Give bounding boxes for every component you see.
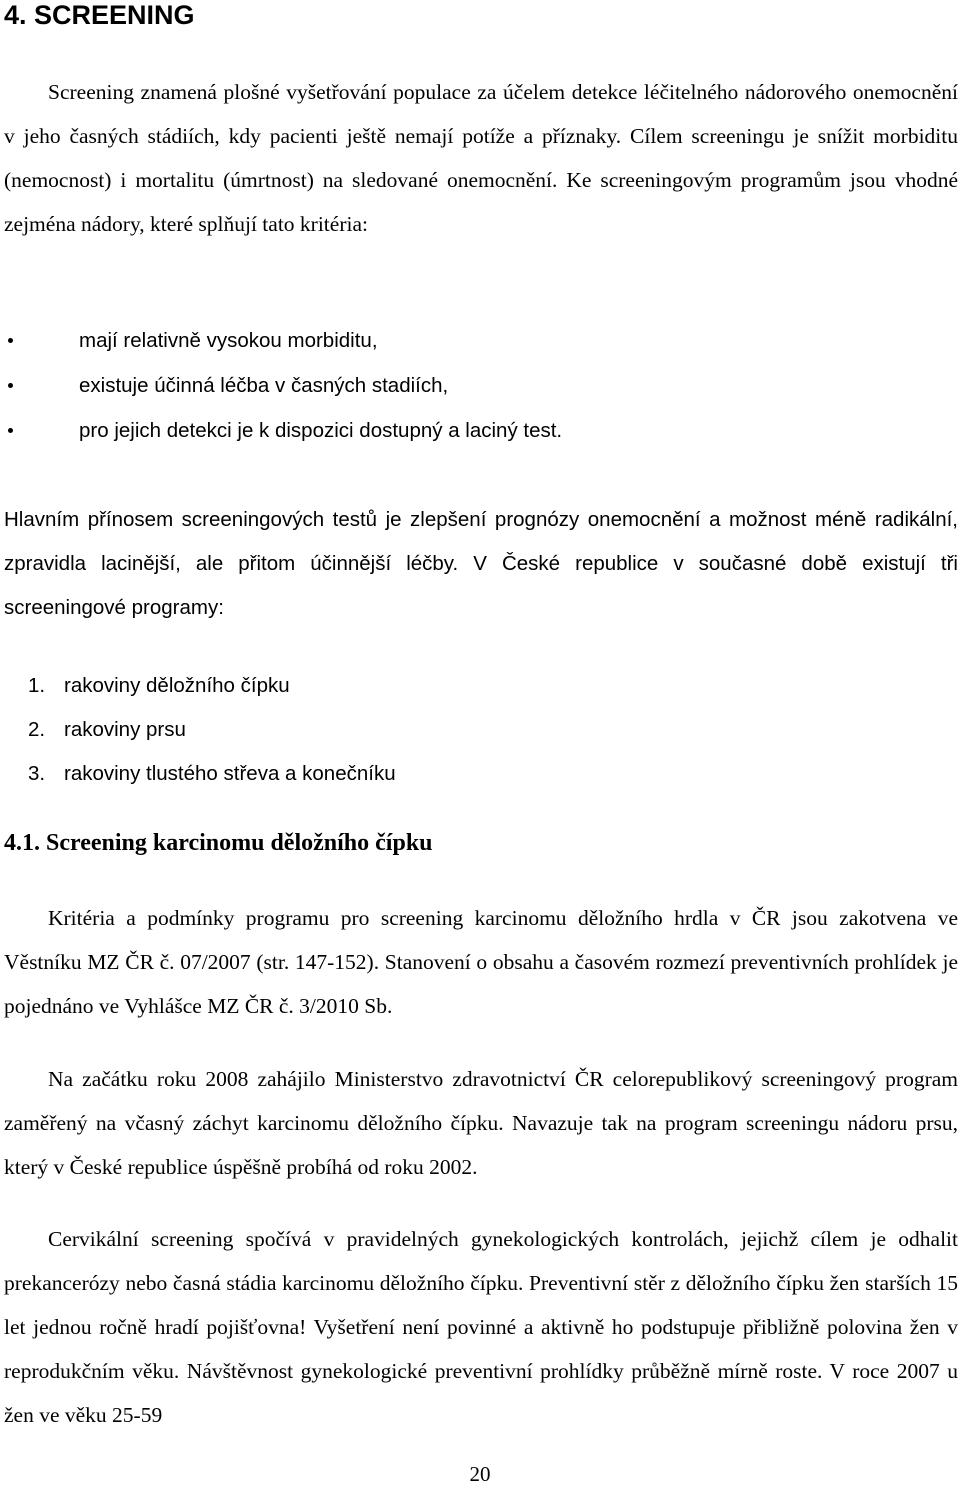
programs-list [28,664,396,796]
criteria-item-text: pro jejich detekci je k dispozici dostupný a laciný test. [79,419,563,442]
program-number: 2. [28,718,46,741]
criteria-item [4,363,904,408]
benefits-paragraph: Hlavním přínosem screeningových testů je zlepšení prognózy onemocnění a možnost méně radikální, zpravidla lacinější, ale přitom účinnější léčby. V České republice v současné době existují tři screeningové programy: [4,508,958,619]
criteria-list [4,318,904,453]
program-label: rakoviny tlustého střeva a konečníku [64,762,396,785]
criteria-item-text: existuje účinná léčba v časných stadiích, [79,374,449,397]
program-item [28,664,396,708]
bullet-icon [8,428,13,433]
program-item [28,752,396,796]
program-item [28,708,396,752]
intro-paragraph: Screening znamená plošné vyšetřování populace za účelem detekce léčitelného nádorového onemocnění v jeho časných stádiích, kdy pacienti ještě nemají potíže a příznaky. Cílem screeningu je snížit morbiditu (nemocnost) i mortalitu (úmrtnost) na sledované onemocnění. Ke screeningovým programům jsou vhodné zejména nádory, které splňují tato kritéria: [4,80,958,236]
legal-paragraph: Kritéria a podmínky programu pro screening karcinomu děložního hrdla v ČR jsou zakotvena ve Věstníku MZ ČR č. 07/2007 (str. 147-152). Stanovení o obsahu a časovém rozmezí preventivních prohlídek je pojednáno ve Vyhlášce MZ ČR č. 3/2010 Sb. [4,906,958,1018]
page-number: 20 [469,1462,491,1486]
bullet-icon [8,338,13,343]
chapter-heading: 4. SCREENING [4,0,195,30]
criteria-item-text: mají relativně vysokou morbiditu, [79,329,378,352]
bullet-icon [8,383,13,388]
program-number: 1. [28,674,46,697]
section-heading: 4.1. Screening karcinomu děložního čípku [4,830,433,856]
program-start-paragraph: Na začátku roku 2008 zahájilo Ministerstvo zdravotnictví ČR celorepublikový screeningový program zaměřený na včasný záchyt karcinomu děložního čípku. Navazuje tak na program screeningu nádoru prsu, který v České republice úspěšně probíhá od roku 2002. [4,1067,958,1179]
program-label: rakoviny prsu [64,718,186,741]
program-number: 3. [28,762,46,785]
cervical-screening-paragraph: Cervikální screening spočívá v pravidelných gynekologických kontrolách, jejichž cílem je odhalit prekancerózy nebo časná stádia karcinomu děložního čípku. Preventivní stěr z děložního čípku žen starších 15 let jednou ročně hradí pojišťovna! Vyšetření není povinné a aktivně ho podstupuje přibližně polovina žen v reprodukčním věku. Návštěvnost gynekologické preventivní prohlídky průběžně mírně roste. V roce 2007 u žen ve věku 25-59 [4,1227,958,1427]
criteria-item [4,318,904,363]
criteria-item [4,408,904,453]
program-label: rakoviny děložního čípku [64,674,290,697]
